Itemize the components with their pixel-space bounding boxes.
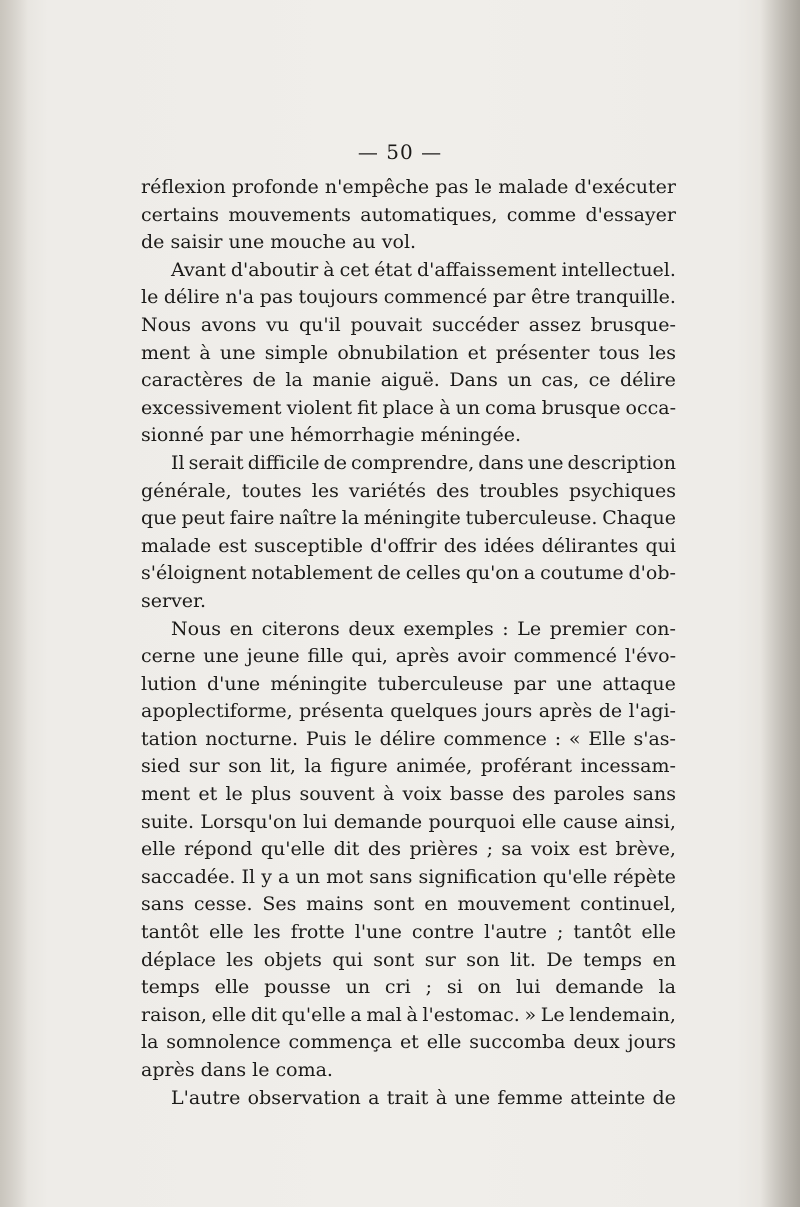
text-line: générale, toutes les variétés des troubles psychiques xyxy=(141,479,676,502)
text-line: la somnolence commença et elle succomba deux jours xyxy=(141,1031,676,1054)
text-line: apoplectiforme, présenta quelques jours après de l'agi- xyxy=(141,700,676,723)
text-line: certains mouvements automatiques, comme d'essayer xyxy=(141,203,676,226)
text-line: s'éloignent notablement de celles qu'on a coutume d'ob- xyxy=(141,562,676,585)
text-line: lution d'une méningite tuberculeuse par une attaque xyxy=(141,672,676,695)
text-line: ment et le plus souvent à voix basse des paroles sans xyxy=(141,783,676,806)
text-line: déplace les objets qui sont sur son lit. De temps en xyxy=(141,948,676,971)
text-line: tation nocturne. Puis le délire commence : « Elle s'as- xyxy=(141,727,676,750)
text-line: server. xyxy=(141,589,207,612)
text-line: sied sur son lit, la figure animée, proférant incessam- xyxy=(141,755,676,778)
text-line: Nous en citerons deux exemples : Le premier con- xyxy=(171,617,676,640)
text-line: tantôt elle les frotte l'une contre l'autre ; tantôt elle xyxy=(141,921,676,944)
text-line: que peut faire naître la méningite tuberculeuse. Chaque xyxy=(141,507,676,530)
text-line: cerne une jeune fille qui, après avoir commencé l'évo- xyxy=(141,645,676,668)
text-line: Nous avons vu qu'il pouvait succéder assez brusque- xyxy=(141,313,676,336)
text-line: suite. Lorsqu'on lui demande pourquoi elle cause ainsi, xyxy=(141,810,676,833)
text-line: après dans le coma. xyxy=(141,1059,333,1081)
text-line: saccadée. Il y a un mot sans signification qu'elle répète xyxy=(141,865,676,888)
body-text xyxy=(141,174,676,1112)
text-line: sans cesse. Ses mains sont en mouvement continuel, xyxy=(141,893,676,916)
text-line: réflexion profonde n'empêche pas le malade d'exécuter xyxy=(141,176,676,198)
page-gutter-shadow xyxy=(0,0,28,1207)
text-line: elle répond qu'elle dit des prières ; sa voix est brève, xyxy=(141,838,676,861)
page-number: — 50 — xyxy=(357,140,443,164)
text-line: de saisir une mouche au vol. xyxy=(141,231,417,254)
text-line: Avant d'aboutir à cet état d'affaissement intellectuel. xyxy=(171,258,676,281)
text-line: raison, elle dit qu'elle a mal à l'estomac. » Le lendemain, xyxy=(141,1003,676,1026)
text-line: Il serait difficile de comprendre, dans une description xyxy=(171,451,676,474)
page-edge-shadow xyxy=(760,0,800,1207)
text-line: le délire n'a pas toujours commencé par être tranquille. xyxy=(141,286,676,309)
text-line: ment à une simple obnubilation et présenter tous les xyxy=(141,341,676,364)
text-line: sionné par une hémorrhagie méningée. xyxy=(141,424,522,447)
text-line: temps elle pousse un cri ; si on lui demande la xyxy=(141,976,676,999)
text-line: malade est susceptible d'offrir des idées délirantes qui xyxy=(141,534,676,557)
text-line: L'autre observation a trait à une femme atteinte de xyxy=(171,1086,676,1109)
text-line: caractères de la manie aiguë. Dans un cas, ce délire xyxy=(141,369,676,392)
text-line: excessivement violent fit place à un coma brusque occa- xyxy=(141,396,676,419)
